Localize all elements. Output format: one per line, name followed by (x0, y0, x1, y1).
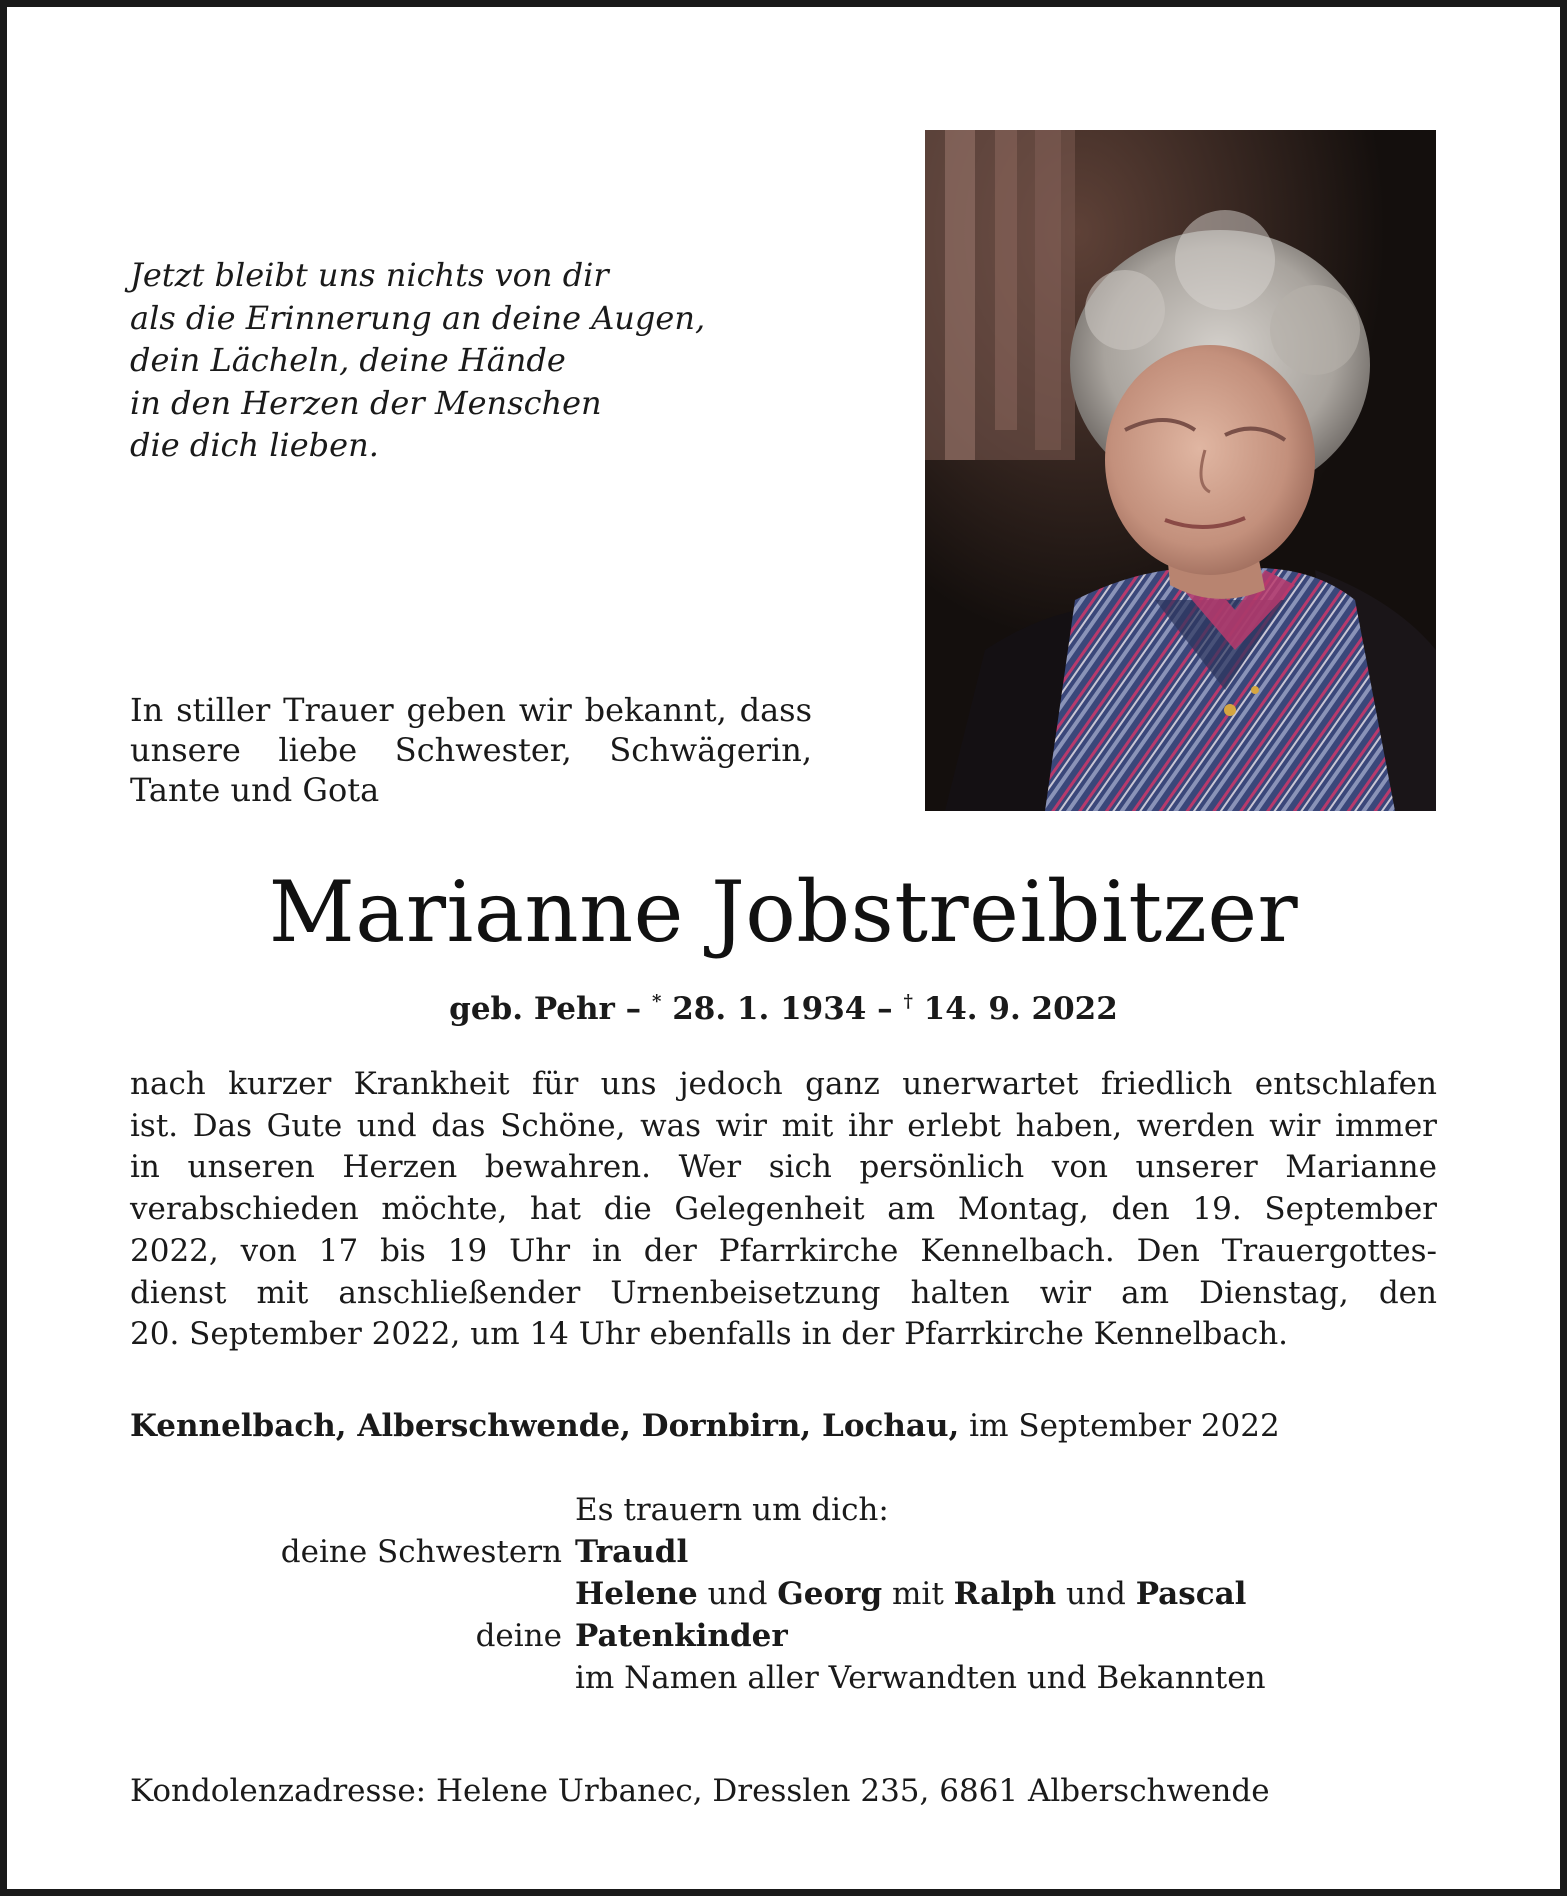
mourners-heading: Es trauern um dich: (575, 1492, 889, 1528)
mourner-name: Ralph (953, 1576, 1057, 1612)
intro-text (130, 690, 812, 810)
month-year: im September 2022 (959, 1408, 1280, 1444)
poem (130, 254, 750, 467)
date-separator: – (614, 991, 652, 1027)
mourner-row (130, 1531, 1437, 1573)
maiden-name: geb. Pehr (449, 991, 615, 1027)
connector-text: und (697, 1576, 778, 1612)
mourner-text: im Namen aller Verwandten und Bekannten (575, 1660, 1266, 1696)
birth-symbol: * (651, 991, 662, 1012)
mourner-relation: deine (475, 1618, 562, 1654)
condolence-address: Kondolenzadresse: Helene Urbanec, Dresslen 235, 6861 Alberschwende (130, 1773, 1270, 1809)
body-line: dienst mit anschließender Urnenbeisetzung halten wir am Dienstag, den (130, 1274, 1437, 1311)
body-line: ist. Das Gute und das Schöne, was wir mit ihr erlebt haben, werden wir immer (130, 1107, 1437, 1144)
portrait-photo (925, 130, 1436, 811)
mourners-list (130, 1489, 1437, 1699)
intro-line: In stiller Trauer geben wir bekannt, dass (130, 691, 812, 729)
intro-line: Tante und Gota (130, 771, 380, 809)
body-line: nach kurzer Krankheit für uns jedoch ganz unerwartet friedlich entschlafen (130, 1066, 1437, 1102)
life-dates (0, 982, 1567, 1029)
poem-line: Jetzt bleibt uns nichts von dir (130, 256, 609, 294)
death-symbol: † (903, 991, 913, 1012)
death-date: 14. 9. 2022 (912, 991, 1118, 1027)
mourners-heading-row (130, 1489, 1437, 1531)
poem-line: als die Erinnerung an deine Augen, (130, 298, 706, 337)
connector-text: und (1056, 1576, 1136, 1612)
body-line: in unseren Herzen bewahren. Wer sich persönlich von unserer Marianne (130, 1149, 1437, 1186)
mourner-name: Pascal (1135, 1576, 1247, 1612)
mourner-name: Helene (575, 1576, 698, 1612)
mourner-row (130, 1615, 1437, 1657)
announcement-body (130, 1064, 1437, 1356)
mourner-name: Patenkinder (575, 1618, 788, 1654)
birth-date: 28. 1. 1934 (661, 991, 867, 1027)
date-separator: – (866, 991, 904, 1027)
intro-line: unsere liebe Schwester, Schwägerin, (130, 731, 812, 769)
mourner-row (130, 1657, 1437, 1699)
poem-line: in den Herzen der Menschen (130, 383, 602, 422)
mourner-row (130, 1573, 1437, 1615)
poem-line: die dich lieben. (130, 426, 379, 464)
body-line: 20. September 2022, um 14 Uhr ebenfalls in der Pfarrkirche Kennelbach. (130, 1316, 1289, 1353)
poem-line: dein Lächeln, deine Hände (130, 341, 566, 379)
mourner-name: Georg (777, 1576, 883, 1612)
mourner-relation: deine Schwestern (280, 1534, 562, 1570)
mourner-name: Traudl (575, 1534, 689, 1570)
connector-text: mit (882, 1576, 954, 1612)
body-line: 2022, von 17 bis 19 Uhr in der Pfarrkirche Kennelbach. Den Trauergottes- (130, 1232, 1437, 1269)
body-line: verabschieden möchte, hat die Gelegenheit am Montag, den 19. September (130, 1191, 1437, 1228)
mourner-relation (130, 1573, 575, 1615)
mourner-relation (130, 1657, 575, 1699)
deceased-name: Marianne Jobstreibitzer (268, 863, 1299, 961)
places: Kennelbach, Alberschwende, Dornbirn, Lochau, (130, 1408, 960, 1444)
places-date (130, 1405, 1280, 1447)
